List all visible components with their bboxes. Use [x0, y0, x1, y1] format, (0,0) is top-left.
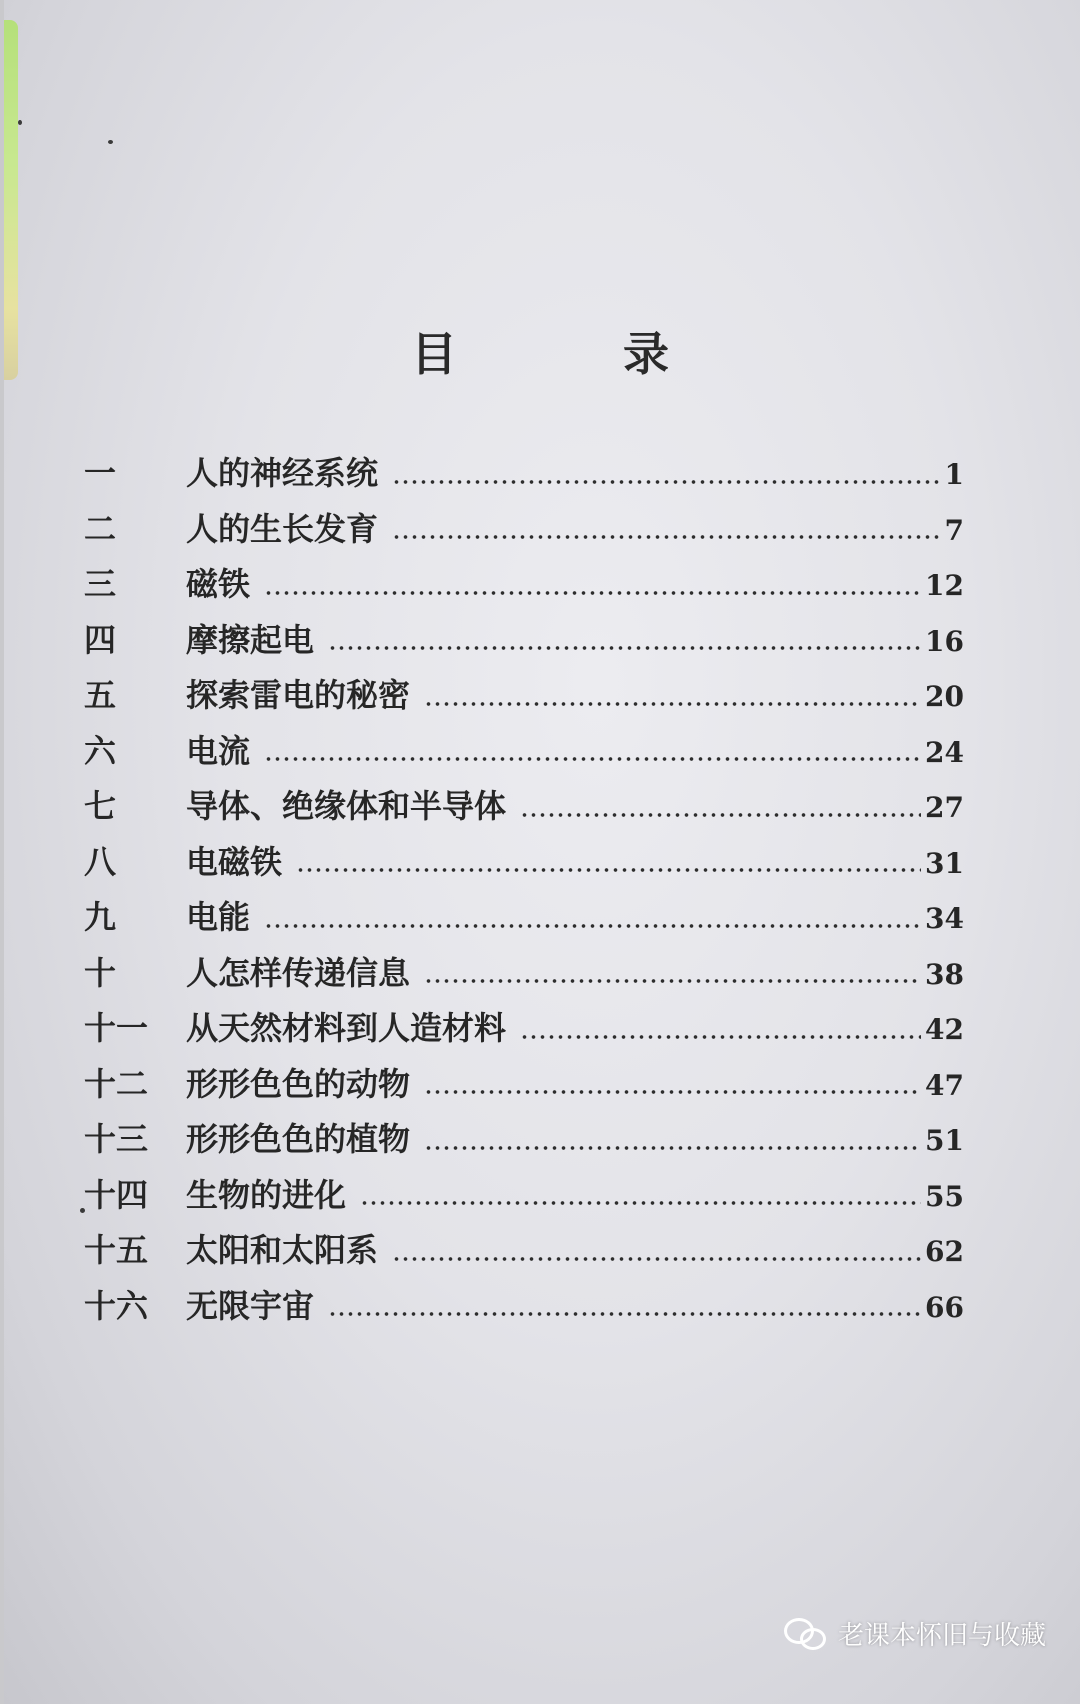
- toc-leader-dots: [424, 978, 921, 984]
- toc-entry-page: 66: [925, 1290, 964, 1324]
- toc-entry-number: 十四: [84, 1175, 149, 1214]
- toc-leader-dots: [424, 1145, 921, 1151]
- toc-entry-title: 电能: [186, 898, 251, 936]
- toc-entry-title: 形形色色的动物: [186, 1064, 411, 1103]
- toc-leader-dots: [520, 1034, 921, 1040]
- toc-entry-page: 34: [925, 902, 964, 935]
- toc-leader-dots: [264, 756, 921, 762]
- toc-entry: [84, 559, 964, 615]
- toc-leader-dots: [424, 701, 921, 707]
- toc-entry-number: 五: [84, 676, 117, 714]
- watermark-text: 老课本怀旧与收藏: [837, 1621, 1046, 1651]
- table-of-contents: [84, 448, 964, 1336]
- toc-entry-title: 摩擦起电: [186, 620, 315, 659]
- toc-entry-page: 55: [925, 1179, 964, 1213]
- toc-entry: [84, 1003, 964, 1059]
- ink-speck: [18, 120, 22, 125]
- toc-entry: [84, 948, 964, 1004]
- toc-leader-dots: [328, 645, 921, 651]
- toc-entry-number: 十三: [84, 1120, 149, 1158]
- toc-entry: [84, 1225, 964, 1281]
- toc-leader-dots: [264, 923, 921, 929]
- toc-leader-dots: [392, 479, 941, 485]
- toc-entry-page: 47: [925, 1068, 964, 1102]
- toc-entry-number: 十六: [84, 1286, 149, 1325]
- toc-entry: [84, 1281, 964, 1337]
- toc-entry-title: 从天然材料到人造材料: [186, 1009, 507, 1047]
- toc-entry: [84, 781, 964, 837]
- toc-entry-title: 磁铁: [186, 565, 251, 603]
- toc-leader-dots: [328, 1311, 921, 1317]
- page-title: 目 录: [411, 327, 729, 381]
- toc-entry-number: 七: [84, 787, 117, 825]
- toc-entry: [84, 615, 964, 671]
- toc-entry-title: 人的生长发育: [186, 509, 379, 548]
- toc-entry-number: 十二: [84, 1064, 149, 1103]
- wechat-icon: [784, 1616, 828, 1652]
- toc-entry-number: 九: [84, 898, 117, 936]
- toc-entry-number: 十一: [84, 1009, 149, 1047]
- toc-entry: [84, 448, 964, 504]
- toc-entry-title: 人怎样传递信息: [186, 953, 411, 992]
- toc-entry-page: 42: [925, 1013, 964, 1046]
- toc-entry-page: 24: [925, 735, 964, 769]
- toc-leader-dots: [296, 867, 921, 873]
- toc-entry-page: 16: [925, 624, 964, 658]
- toc-entry-title: 探索雷电的秘密: [186, 676, 411, 714]
- toc-entry-title: 无限宇宙: [186, 1286, 315, 1325]
- toc-entry: [84, 726, 964, 782]
- toc-entry-page: 27: [925, 791, 964, 824]
- toc-entry: [84, 837, 964, 893]
- toc-entry-page: 62: [925, 1235, 964, 1268]
- toc-entry-page: 7: [944, 513, 964, 547]
- toc-entry-page: 38: [925, 957, 964, 991]
- toc-entry: [84, 670, 964, 726]
- toc-leader-dots: [424, 1089, 921, 1095]
- toc-entry-page: 51: [925, 1124, 964, 1157]
- toc-entry-title: 人的神经系统: [186, 454, 379, 492]
- toc-leader-dots: [520, 812, 921, 818]
- toc-entry-number: 八: [84, 842, 117, 881]
- toc-entry: [84, 1114, 964, 1170]
- toc-entry-number: 四: [84, 620, 117, 659]
- toc-entry-number: 六: [84, 731, 117, 770]
- watermark: [784, 1615, 1046, 1652]
- toc-entry-page: 20: [925, 680, 964, 713]
- ink-speck: [108, 140, 113, 144]
- toc-entry-title: 形形色色的植物: [186, 1120, 411, 1158]
- toc-entry-number: 十五: [84, 1231, 149, 1269]
- toc-entry-page: 12: [925, 569, 964, 602]
- toc-entry-page: 1: [944, 458, 964, 491]
- toc-entry-title: 太阳和太阳系: [186, 1231, 379, 1269]
- toc-entry: [84, 1170, 964, 1226]
- toc-leader-dots: [360, 1200, 921, 1206]
- toc-entry-title: 生物的进化: [186, 1175, 347, 1214]
- toc-entry-number: 三: [84, 565, 117, 603]
- toc-entry-title: 电流: [186, 731, 251, 770]
- toc-leader-dots: [264, 590, 921, 596]
- toc-entry-title: 电磁铁: [186, 842, 283, 881]
- toc-entry-number: 十: [84, 953, 117, 992]
- toc-leader-dots: [392, 1256, 921, 1262]
- toc-entry-number: 一: [84, 454, 117, 492]
- toc-entry: [84, 1059, 964, 1115]
- toc-entry-number: 二: [84, 509, 117, 548]
- toc-leader-dots: [392, 534, 941, 540]
- toc-entry-title: 导体、绝缘体和半导体: [186, 787, 507, 825]
- toc-entry-page: 31: [925, 846, 964, 880]
- toc-entry: [84, 504, 964, 560]
- toc-entry: [84, 892, 964, 948]
